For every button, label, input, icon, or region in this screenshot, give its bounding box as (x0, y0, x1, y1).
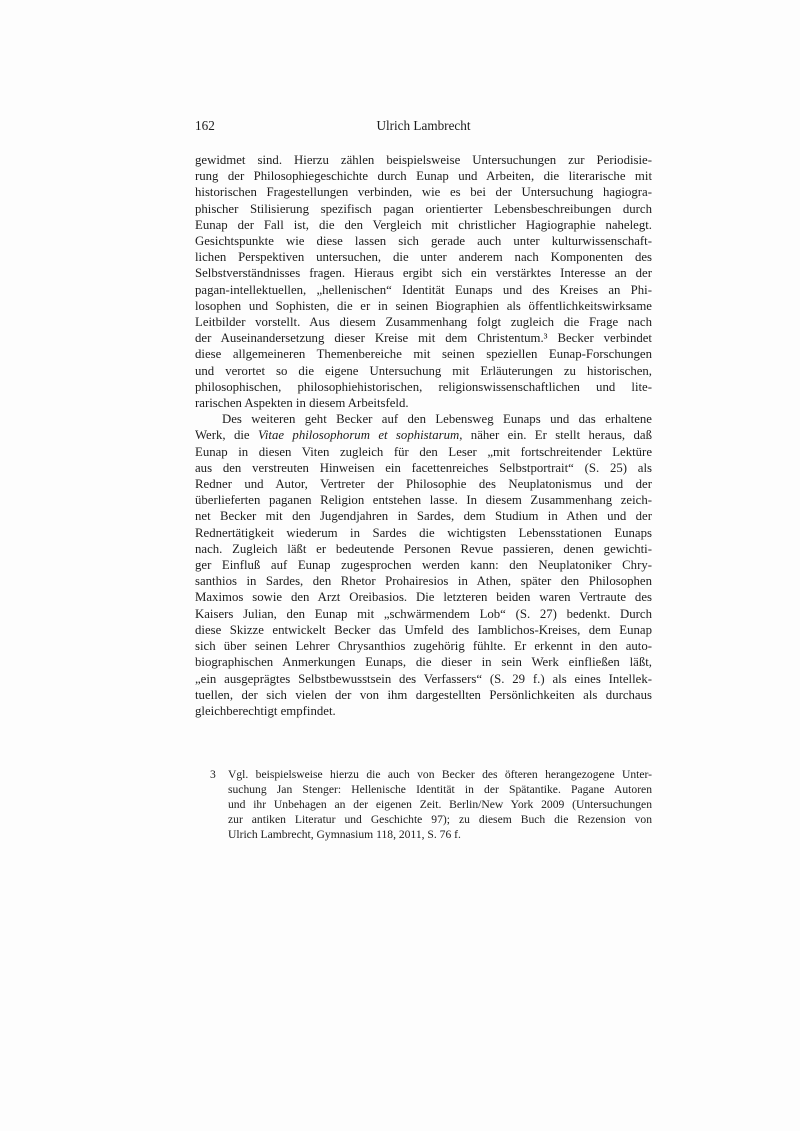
text-line: „ein ausgeprägtes Selbstbewusstsein des Verfassers“ (S. 29 f.) als eines Intellek- (195, 671, 652, 686)
text-segment: Werk, die (195, 428, 258, 443)
footnote-line: und ihr Unbehagen an der eigenen Zeit. Berlin/New York 2009 (Untersuchungen (228, 797, 652, 811)
running-header (195, 118, 652, 134)
book-title-italic: Vitae philosophorum et sophistarum (258, 428, 460, 443)
body-text (195, 152, 652, 719)
text-segment: , näher ein. Er stellt heraus, daß (459, 428, 652, 443)
footnote-line: zur antiken Literatur und Geschichte 97); zu diesem Buch die Rezension von (228, 812, 652, 826)
text-line: lichen Perspektiven untersuchen, die unter anderem nach Komponenten des (195, 250, 652, 265)
footnote-line: Vgl. beispielsweise hierzu die auch von Becker des öfteren herangezogene Unter- (228, 768, 652, 781)
text-line: historischen Fragestellungen verbinden, wie es bei der Untersuchung hagiogra- (195, 185, 652, 200)
text-line: diese Skizze entwickelt Becker das Umfeld des Iamblichos-Kreises, dem Eunap (195, 622, 652, 637)
paragraph-1 (195, 152, 652, 411)
text-line: net Becker mit den Jugendjahren in Sardes, dem Studium in Athen und der (195, 509, 652, 524)
text-line: santhios in Sardes, den Rhetor Prohairesios in Athen, später den Philosophen (195, 574, 652, 589)
page-number: 162 (195, 118, 215, 133)
text-line: Selbstverständnisses fragen. Hieraus ergibt sich ein verstärktes Interesse an der (195, 266, 652, 281)
text-line: biographischen Anmerkungen Eunaps, die dieser in sein Werk einfließen läßt, (195, 655, 652, 670)
text-line: Kaisers Julian, den Eunap mit „schwärmendem Lob“ (S. 27) bedenkt. Durch (195, 606, 652, 621)
text-line (195, 427, 652, 443)
text-line: ger Einfluß auf Eunap zugesprochen werden kann: den Neuplatoniker Chry- (195, 558, 652, 573)
text-line: Rednertätigkeit wiederum in Sardes die wichtigsten Lebensstationen Eunaps (195, 525, 652, 540)
text-line: gleichberechtigt empfindet. (195, 703, 336, 718)
text-line: tuellen, der sich vielen der von ihm dargestellten Persönlichkeiten als durchaus (195, 687, 652, 702)
footnote-line: Ulrich Lambrecht, Gymnasium 118, 2011, S. 76 f. (228, 827, 461, 841)
text-line: rung der Philosophiegeschichte durch Eunap und Arbeiten, die literarische mit (195, 169, 652, 184)
text-line-with-footnote-ref: der Auseinandersetzung dieser Kreise mit dem Christentum.³ Becker verbindet (195, 331, 652, 346)
text-line: nach. Zugleich läßt er bedeutende Personen Revue passieren, denen gewichti- (195, 541, 652, 556)
paragraph-2 (195, 411, 652, 719)
text-line: Leitbilder vorstellt. Aus diesem Zusammenhang folgt zugleich die Frage nach (195, 315, 652, 330)
text-line: pagan-intellektuellen, „hellenischen“ Identität Eunaps und des Kreises an Phi- (195, 282, 652, 297)
text-line: Gesichtspunkte wie diese lassen sich gerade auch unter kulturwissenschaft- (195, 234, 652, 249)
text-line: aus den verstreuten Hinweisen ein facettenreiches Selbstportrait“ (S. 25) als (195, 460, 652, 475)
running-title: Ulrich Lambrecht (376, 118, 471, 133)
text-line: Eunap der Fall ist, die den Vergleich mit christlicher Hagiographie nahelegt. (195, 217, 652, 232)
footnote-3 (195, 768, 652, 843)
text-line: gewidmet sind. Hierzu zählen beispielsweise Untersuchungen zur Periodisie- (195, 153, 652, 167)
footnote-marker: 3 (210, 768, 216, 781)
text-line: und verortet so die eigene Untersuchung mit Erläuterungen zu historischen, (195, 363, 652, 378)
text-line: Redner und Autor, Vertreter der Philosophie des Neuplatonismus und der (195, 477, 652, 492)
text-line: Maximos sowie den Arzt Oreibasios. Die letzteren beiden waren Vertraute des (195, 590, 652, 605)
text-line: sich über seinen Lehrer Chrysanthios zugehörig fühlte. Er erkennt in den auto- (195, 639, 652, 654)
text-line: losophen und Sophisten, die er in seinen Biographien als öffentlichkeitswirksame (195, 298, 652, 313)
text-line: philosophischen, philosophiehistorischen, religionswissenschaftlichen und lite- (195, 379, 652, 394)
text-line: Eunap in diesen Viten zugleich für den Leser „mit fortschreitender Lektüre (195, 444, 652, 459)
text-line: phischer Stilisierung spezifisch pagan orientierter Lebensbeschreibungen durch (195, 201, 652, 216)
text-line: überlieferten paganen Religion entstehen lasse. In diesem Zusammenhang zeich- (195, 493, 652, 508)
text-line: rarischen Aspekten in diesem Arbeitsfeld. (195, 396, 409, 411)
text-line: Des weiteren geht Becker auf den Lebensweg Eunaps und das erhaltene (222, 412, 652, 427)
text-line: diese allgemeineren Themenbereiche mit seinen speziellen Eunap-Forschungen (195, 347, 652, 362)
footnote-line: suchung Jan Stenger: Hellenische Identität in der Spätantike. Pagane Autoren (228, 782, 652, 796)
